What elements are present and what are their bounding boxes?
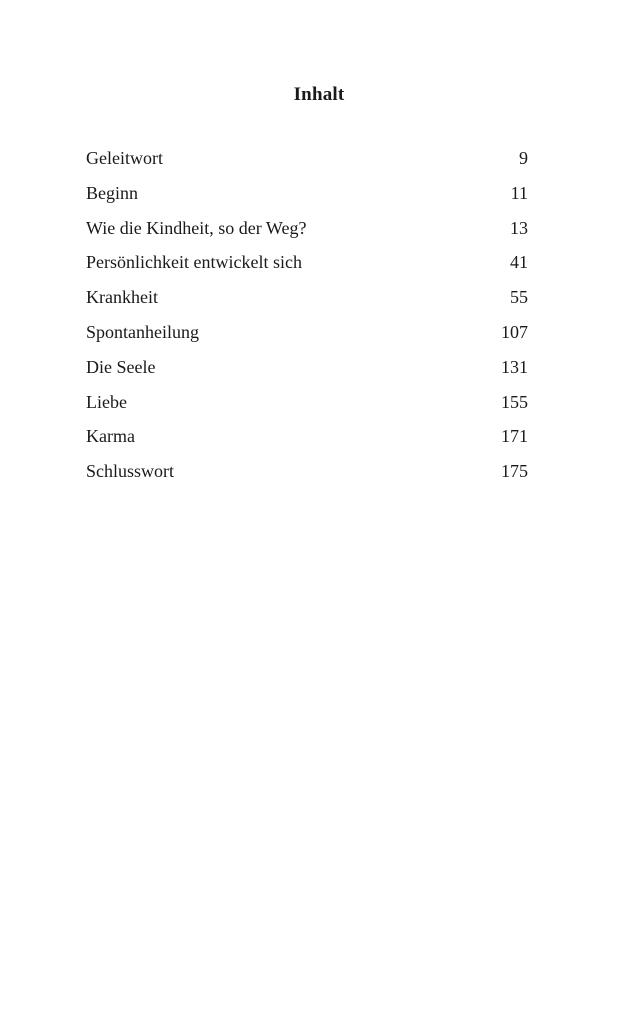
toc-entry-page: 107 (501, 321, 528, 342)
toc-entry (86, 419, 528, 454)
table-of-contents (86, 141, 528, 489)
toc-entry (86, 176, 528, 211)
toc-entry (86, 315, 528, 350)
toc-entry (86, 280, 528, 315)
toc-entry-page: 41 (510, 252, 528, 273)
toc-entry-page: 13 (510, 217, 528, 238)
toc-entry-label: Karma (86, 426, 135, 447)
toc-entry-label: Beginn (86, 182, 138, 203)
toc-entry (86, 385, 528, 420)
toc-entry-label: Schlusswort (86, 461, 175, 482)
toc-entry-page: 155 (501, 391, 528, 412)
toc-entry-label: Krankheit (86, 287, 158, 308)
toc-entry-page: 55 (510, 287, 528, 308)
toc-entry-label: Geleitwort (86, 148, 163, 168)
toc-entry (86, 211, 528, 246)
toc-entry-label: Die Seele (86, 356, 156, 377)
toc-entry (86, 141, 528, 176)
toc-entry-label: Wie die Kindheit, so der Weg? (86, 217, 307, 238)
toc-entry (86, 245, 528, 280)
page-title: Inhalt (293, 84, 345, 105)
toc-entry (86, 350, 528, 385)
toc-entry-page: 171 (501, 426, 528, 447)
toc-entry-label: Persönlichkeit entwickelt sich (86, 252, 302, 273)
toc-entry (86, 454, 528, 489)
toc-entry-page: 131 (501, 356, 528, 377)
toc-entry-label: Liebe (86, 391, 127, 412)
toc-entry-page: 175 (501, 461, 528, 482)
toc-entry-page: 11 (510, 182, 528, 203)
toc-entry-label: Spontanheilung (86, 321, 199, 342)
toc-entry-page: 9 (519, 148, 528, 168)
